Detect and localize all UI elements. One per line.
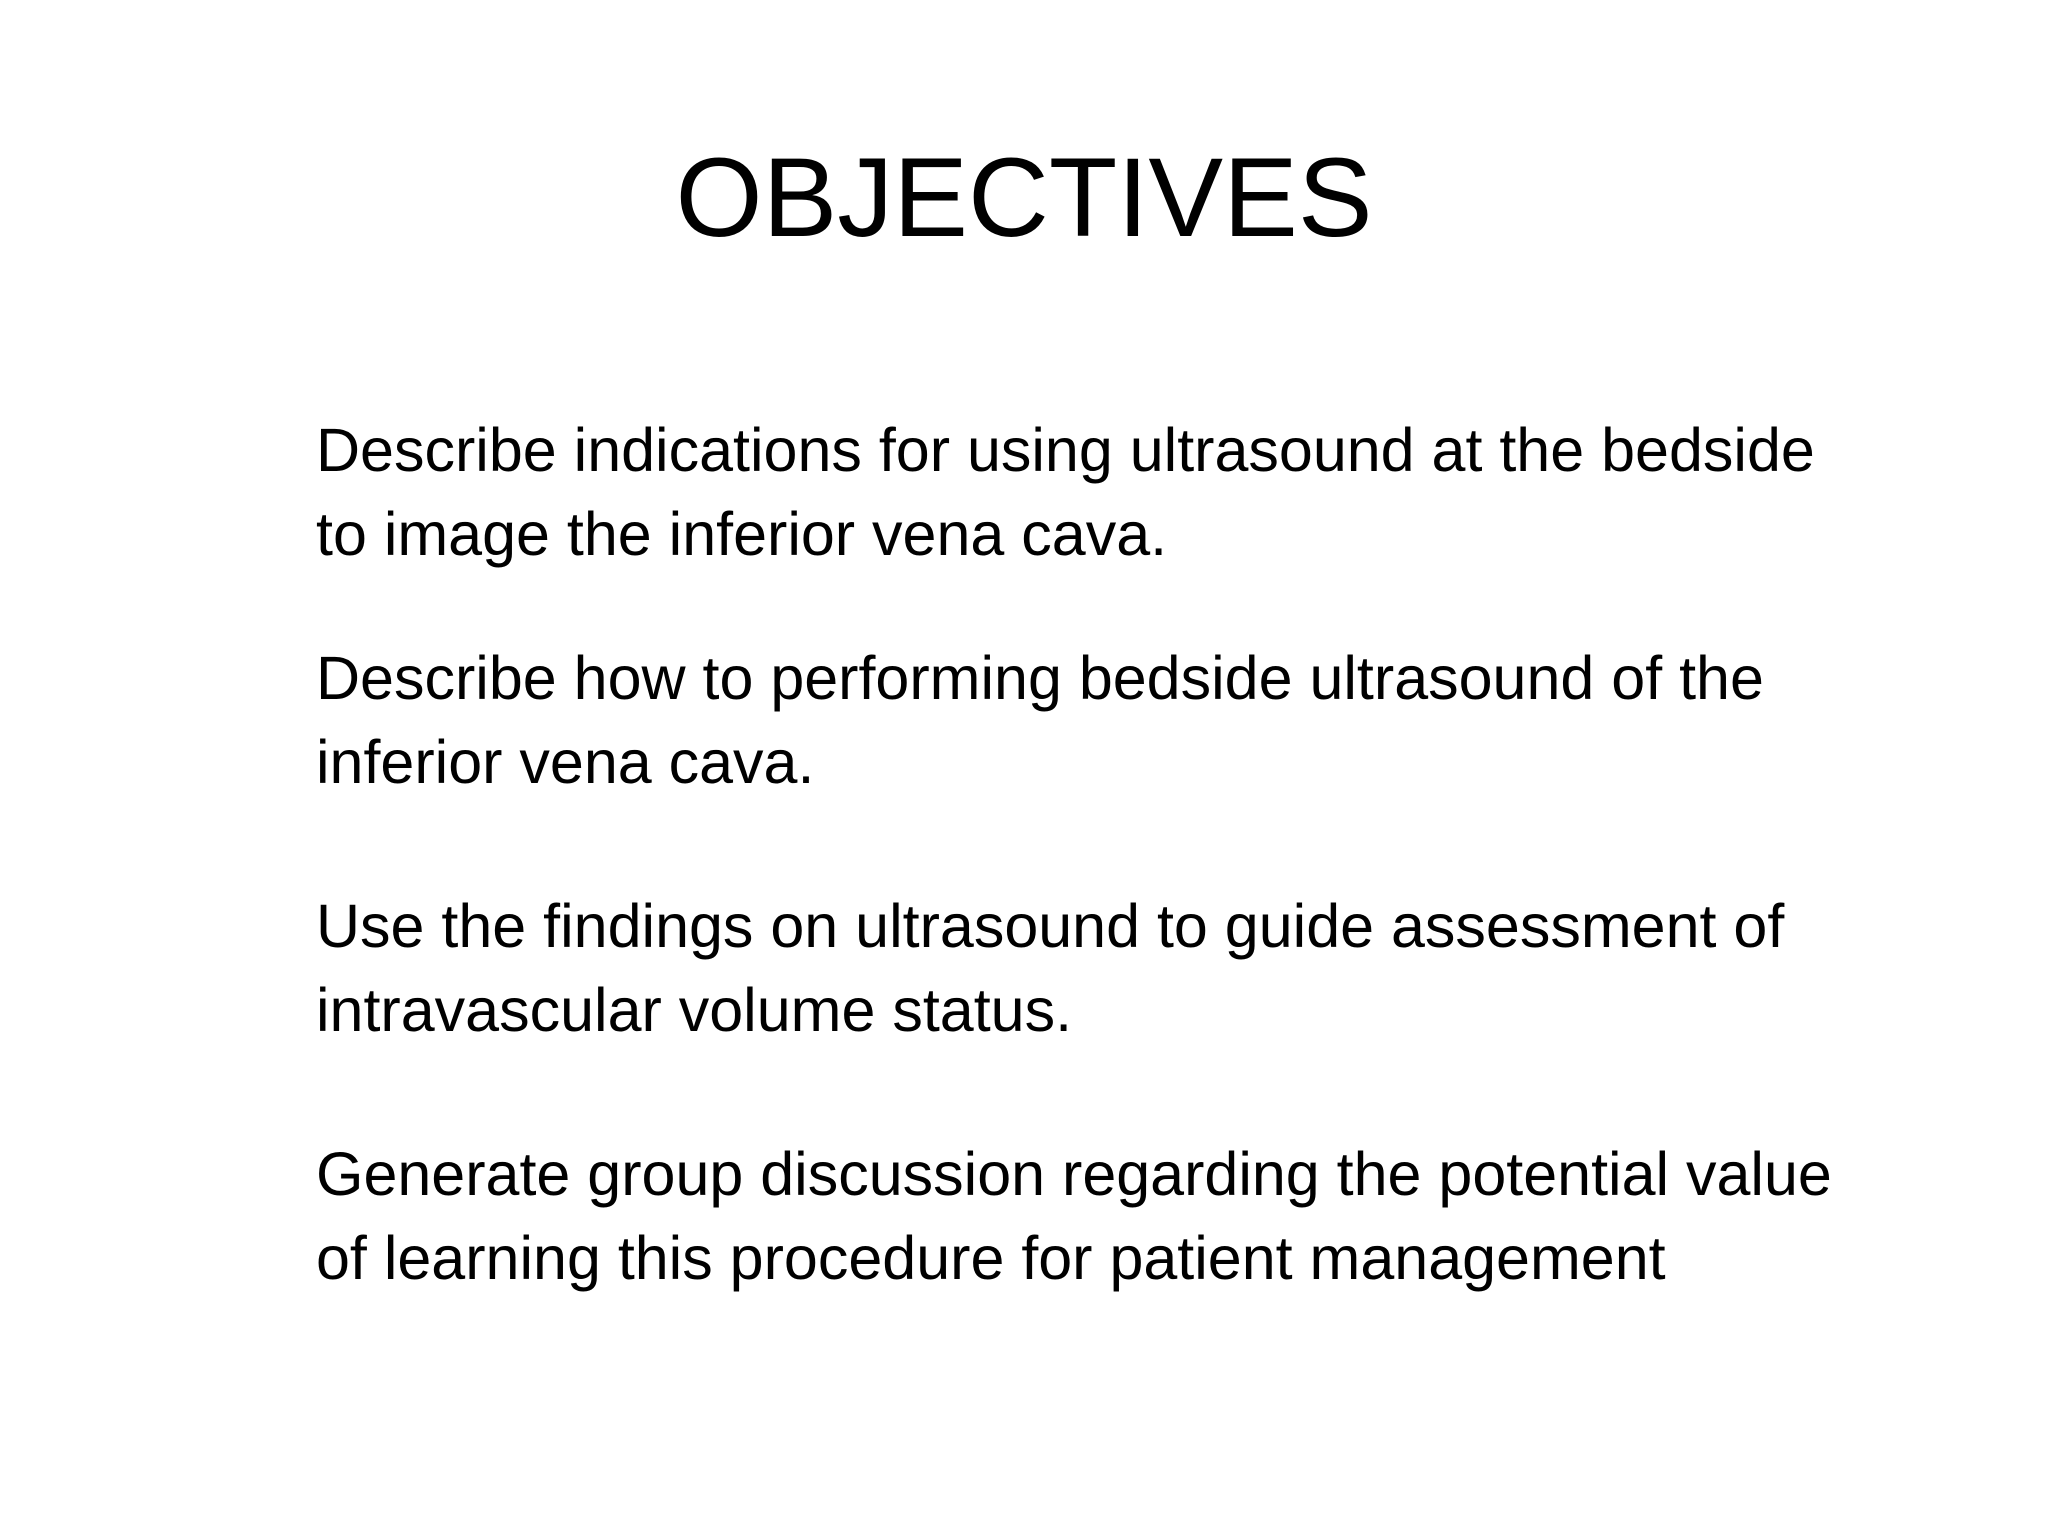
objective-item-1: Describe indications for using ultrasound at the bedside to image the inferior vena cava.	[316, 416, 1815, 568]
slide-title: OBJECTIVES	[675, 135, 1373, 260]
objective-item-3: Use the findings on ultrasound to guide assessment of intravascular volume status.	[316, 892, 1785, 1044]
objective-item-2: Describe how to performing bedside ultrasound of the inferior vena cava.	[316, 644, 1764, 796]
objective-item-4: Generate group discussion regarding the potential value of learning this procedure for patient management	[316, 1140, 1832, 1292]
